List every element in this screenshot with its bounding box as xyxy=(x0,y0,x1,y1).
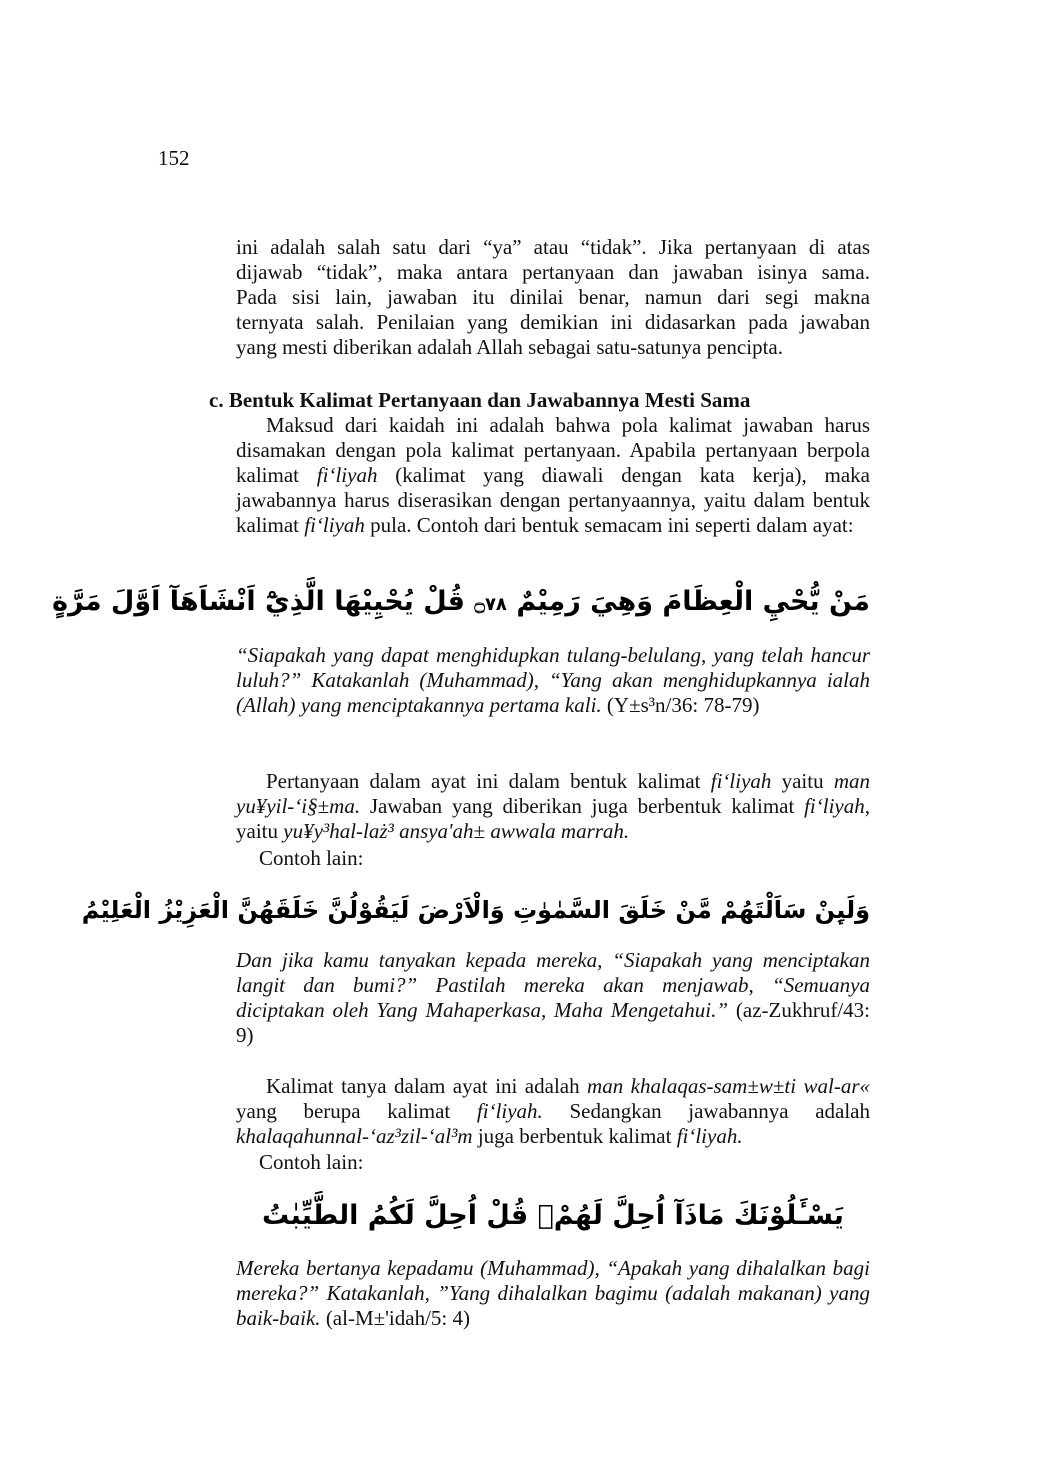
citation: (Y±s³n/36: 78-79) xyxy=(606,693,760,717)
explanation-text: yaitu xyxy=(236,819,284,843)
citation: (al-M±'idah/5: 4) xyxy=(325,1306,471,1330)
term-fi-liyah: fi‘liyah. xyxy=(676,1124,743,1148)
explanation-text: Kalimat tanya dalam ayat ini adalah xyxy=(266,1074,588,1098)
page-number: 152 xyxy=(158,146,190,170)
arabic-question: مَنْ يُّحْيِ الْعِظَامَ وَهِيَ رَمِيْمٌ xyxy=(516,586,870,617)
ayah-number-mark: ۝٧٨ xyxy=(474,594,507,615)
explanation-text: yaitu xyxy=(771,769,834,793)
quran-verse-zukhruf: وَلَىِٕنْ سَاَلْتَهُمْ مَّنْ خَلَقَ السَّمٰوٰتِ وَالْاَرْضَ لَيَقُوْلُنَّ خَلَقَهُنَّ الْعَزِيْزُ الْعَلِيْمُ xyxy=(81,896,870,924)
intro-line: dijawab “tidak”, maka antara pertanyaan dan jawaban isinya sama. xyxy=(236,260,870,284)
term-fi-liyah: fi‘liyah. xyxy=(476,1099,543,1123)
intro-line: ini adalah salah satu dari “ya” atau “tidak”. Jika pertanyaan di atas xyxy=(236,235,870,259)
term-fi-liyah: fi‘liyah xyxy=(316,463,378,487)
translation-text: “Siapakah yang dapat menghidupkan tulang-belulang, yang telah hancur luluh?” Katakanlah (Muhammad), “Yang akan menghidupkannya ialah (Allah) yang menciptakannya pertama kali. xyxy=(236,643,870,717)
transliteration: khalaqahunnal-‘az³zil-‘al³m xyxy=(236,1124,473,1148)
term-fi-liyah: fi‘liyah xyxy=(304,513,365,537)
transliteration: yu¥y³hal-laż³ ansya'ah± awwala marrah. xyxy=(283,819,630,843)
para-text: (kalimat yang diawali dengan kata kerja), maka jawabannya harus diserasikan dengan pertanyaannya, yaitu dalam bentuk kalimat xyxy=(236,463,870,537)
section-heading: c. Bentuk Kalimat Pertanyaan dan Jawabannya Mesti Sama xyxy=(209,388,751,412)
translation-zukhruf xyxy=(236,948,870,1048)
explanation-2 xyxy=(236,1074,870,1149)
translation-text: Mereka bertanya kepadamu (Muhammad), “Apakah yang dihalalkan bagi mereka?” Katakanlah, ”Yang dihalalkan bagimu (adalah makanan) yang baik-baik. xyxy=(236,1256,870,1330)
quran-verse-maidah: يَسْـَٔلُوْنَكَ مَاذَآ اُحِلَّ لَهُمْۗ قُلْ اُحِلَّ لَكُمُ الطَّيِّبٰتُ xyxy=(262,1200,844,1231)
intro-line: Pada sisi lain, jawaban itu dinilai benar, namun dari segi makna xyxy=(236,285,870,309)
explanation-text: Pertanyaan dalam ayat ini dalam bentuk kalimat xyxy=(266,769,711,793)
translation-yasin xyxy=(236,643,870,718)
intro-paragraph xyxy=(236,235,870,360)
explanation-text: juga berbentuk kalimat xyxy=(472,1124,677,1148)
explanation-text: Jawaban yang diberikan juga berbentuk kalimat xyxy=(360,794,805,818)
term-fi-liyah: fi‘liyah xyxy=(710,769,772,793)
arabic-answer: قُلْ يُحْيِيْهَا الَّذِيْٓ اَنْشَاَهَآ اَوَّلَ مَرَّةٍ xyxy=(52,586,465,617)
explanation-text: yang berupa kalimat xyxy=(236,1099,477,1123)
citation: (az-Zukhruf/43: 9) xyxy=(236,998,870,1047)
transliteration: man khalaqas-sam±w±ti wal-ar« xyxy=(587,1074,870,1098)
translation-maidah xyxy=(236,1256,870,1331)
intro-line-last: yang mesti diberikan adalah Allah sebagai satu-satunya pencipta. xyxy=(236,335,783,359)
para-text: pula. Contoh dari bentuk semacam ini seperti dalam ayat: xyxy=(364,513,854,537)
quran-verse-yasin xyxy=(52,574,870,633)
term-fi-liyah: fi‘liyah, xyxy=(804,794,870,818)
explanation-1 xyxy=(236,769,870,844)
transliteration: man yu¥yil-‘i§±ma. xyxy=(236,769,870,818)
section-paragraph xyxy=(236,413,870,538)
contoh-label: Contoh lain: xyxy=(259,1150,364,1174)
explanation-text: Sedangkan jawabannya adalah xyxy=(542,1099,870,1123)
translation-text: Dan jika kamu tanyakan kepada mereka, “Siapakah yang menciptakan langit dan bumi?” Pastilah mereka akan menjawab, “Semuanya diciptakan oleh Yang Mahaperkasa, Maha Mengetahui.” xyxy=(236,948,870,1022)
intro-line: ternyata salah. Penilaian yang demikian ini didasarkan pada jawaban xyxy=(236,310,870,334)
para-text: Maksud dari kaidah ini adalah bahwa pola kalimat jawaban harus disamakan dengan pola kalimat pertanyaan. Apabila pertanyaan berpola kalimat xyxy=(236,413,870,487)
contoh-label: Contoh lain: xyxy=(259,846,364,870)
